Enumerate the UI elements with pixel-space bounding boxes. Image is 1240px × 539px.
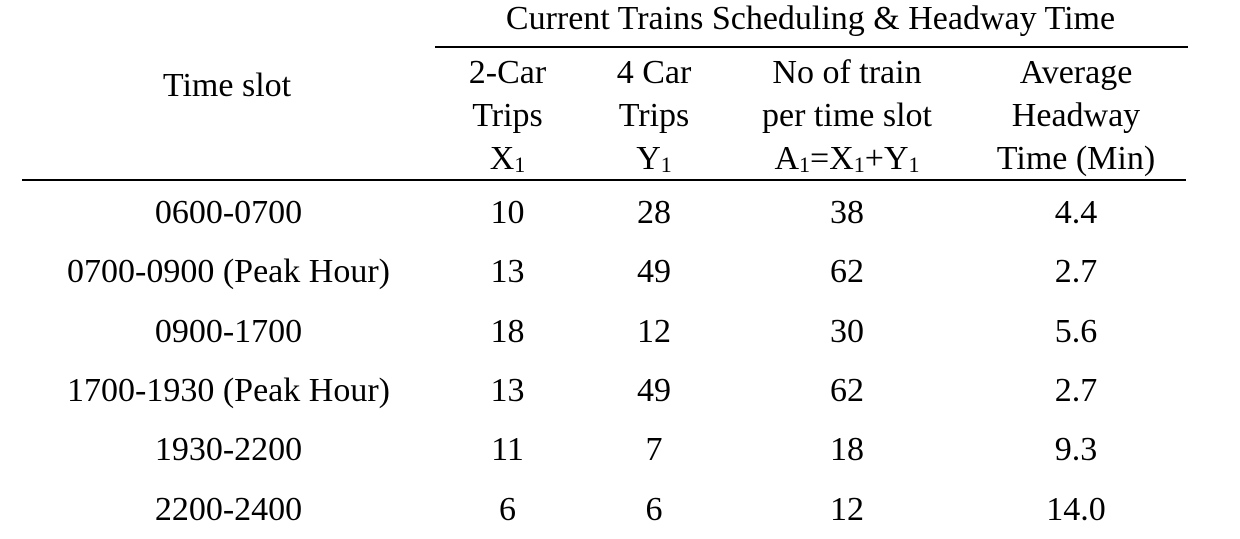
header-four-car-line1: 4 Car xyxy=(616,54,692,91)
table-group-title: Current Trains Scheduling & Headway Time xyxy=(505,0,1116,37)
header-rule xyxy=(22,179,1186,181)
cell-two-car-trips: 13 xyxy=(490,372,525,410)
header-two-car-line2: Trips xyxy=(472,97,543,134)
cell-four-car-trips: 12 xyxy=(637,312,671,350)
cell-four-car-trips: 28 xyxy=(637,194,671,232)
schedule-table-body xyxy=(22,183,1186,539)
cell-time-slot: 0600-0700 xyxy=(154,194,303,232)
cell-four-car-trips: 49 xyxy=(637,253,671,291)
cell-four-car-trips: 49 xyxy=(637,372,671,410)
formula-plus-y: +Y xyxy=(864,140,909,177)
table-row xyxy=(22,420,1186,479)
cell-four-car-trips: 7 xyxy=(645,431,663,469)
header-average-headway xyxy=(966,51,1186,180)
cell-trains-per-slot: 62 xyxy=(830,372,864,410)
header-two-car-line1: 2-Car xyxy=(468,54,547,91)
header-time-slot-label: Time slot xyxy=(162,67,292,104)
cell-average-headway: 2.7 xyxy=(1054,253,1098,291)
header-four-car-trips xyxy=(580,51,728,186)
header-trains-line1: No of train xyxy=(772,54,922,91)
header-time-slot xyxy=(22,64,432,107)
formula-equals-x: =X xyxy=(810,140,854,177)
formula-a-subscript: 1 xyxy=(799,152,811,177)
var-x: X xyxy=(489,140,515,177)
group-rule xyxy=(435,46,1188,48)
table-row xyxy=(22,302,1186,361)
var-x-subscript: 1 xyxy=(514,152,526,177)
cell-time-slot: 2200-2400 xyxy=(154,490,303,528)
cell-two-car-trips: 11 xyxy=(491,431,524,469)
cell-average-headway: 4.4 xyxy=(1054,194,1098,232)
formula-y-subscript: 1 xyxy=(908,152,920,177)
header-trains-line2: per time slot xyxy=(762,97,932,134)
cell-trains-per-slot: 18 xyxy=(830,431,864,469)
table-row xyxy=(22,361,1186,420)
cell-two-car-trips: 18 xyxy=(490,312,525,350)
cell-two-car-trips: 6 xyxy=(499,490,516,528)
formula-x-subscript: 1 xyxy=(853,152,865,177)
header-trains-per-slot xyxy=(728,51,966,186)
var-y-subscript: 1 xyxy=(660,152,672,177)
cell-trains-per-slot: 30 xyxy=(830,312,864,350)
cell-trains-per-slot: 38 xyxy=(830,194,864,232)
cell-two-car-trips: 13 xyxy=(490,253,525,291)
cell-average-headway: 5.6 xyxy=(1054,312,1098,350)
cell-four-car-trips: 6 xyxy=(645,490,663,528)
formula-a: A xyxy=(774,140,800,177)
cell-trains-per-slot: 62 xyxy=(830,253,864,291)
header-headway-line3: Time (Min) xyxy=(996,140,1156,177)
var-y: Y xyxy=(636,140,661,177)
cell-trains-per-slot: 12 xyxy=(830,490,864,528)
cell-time-slot: 1930-2200 xyxy=(154,431,303,469)
table-row xyxy=(22,242,1186,301)
header-headway-line2: Headway xyxy=(1011,97,1141,134)
header-headway-line1: Average xyxy=(1019,54,1133,91)
cell-time-slot: 0700-0900 (Peak Hour) xyxy=(67,253,390,291)
cell-time-slot: 1700-1930 (Peak Hour) xyxy=(67,372,390,410)
cell-average-headway: 9.3 xyxy=(1054,431,1098,469)
table-row xyxy=(22,183,1186,242)
table-row xyxy=(22,479,1186,538)
cell-average-headway: 14.0 xyxy=(1046,490,1106,528)
cell-two-car-trips: 10 xyxy=(490,194,525,232)
header-four-car-line2: Trips xyxy=(618,97,690,134)
cell-time-slot: 0900-1700 xyxy=(154,312,303,350)
cell-average-headway: 2.7 xyxy=(1054,372,1098,410)
header-two-car-trips xyxy=(435,51,580,186)
